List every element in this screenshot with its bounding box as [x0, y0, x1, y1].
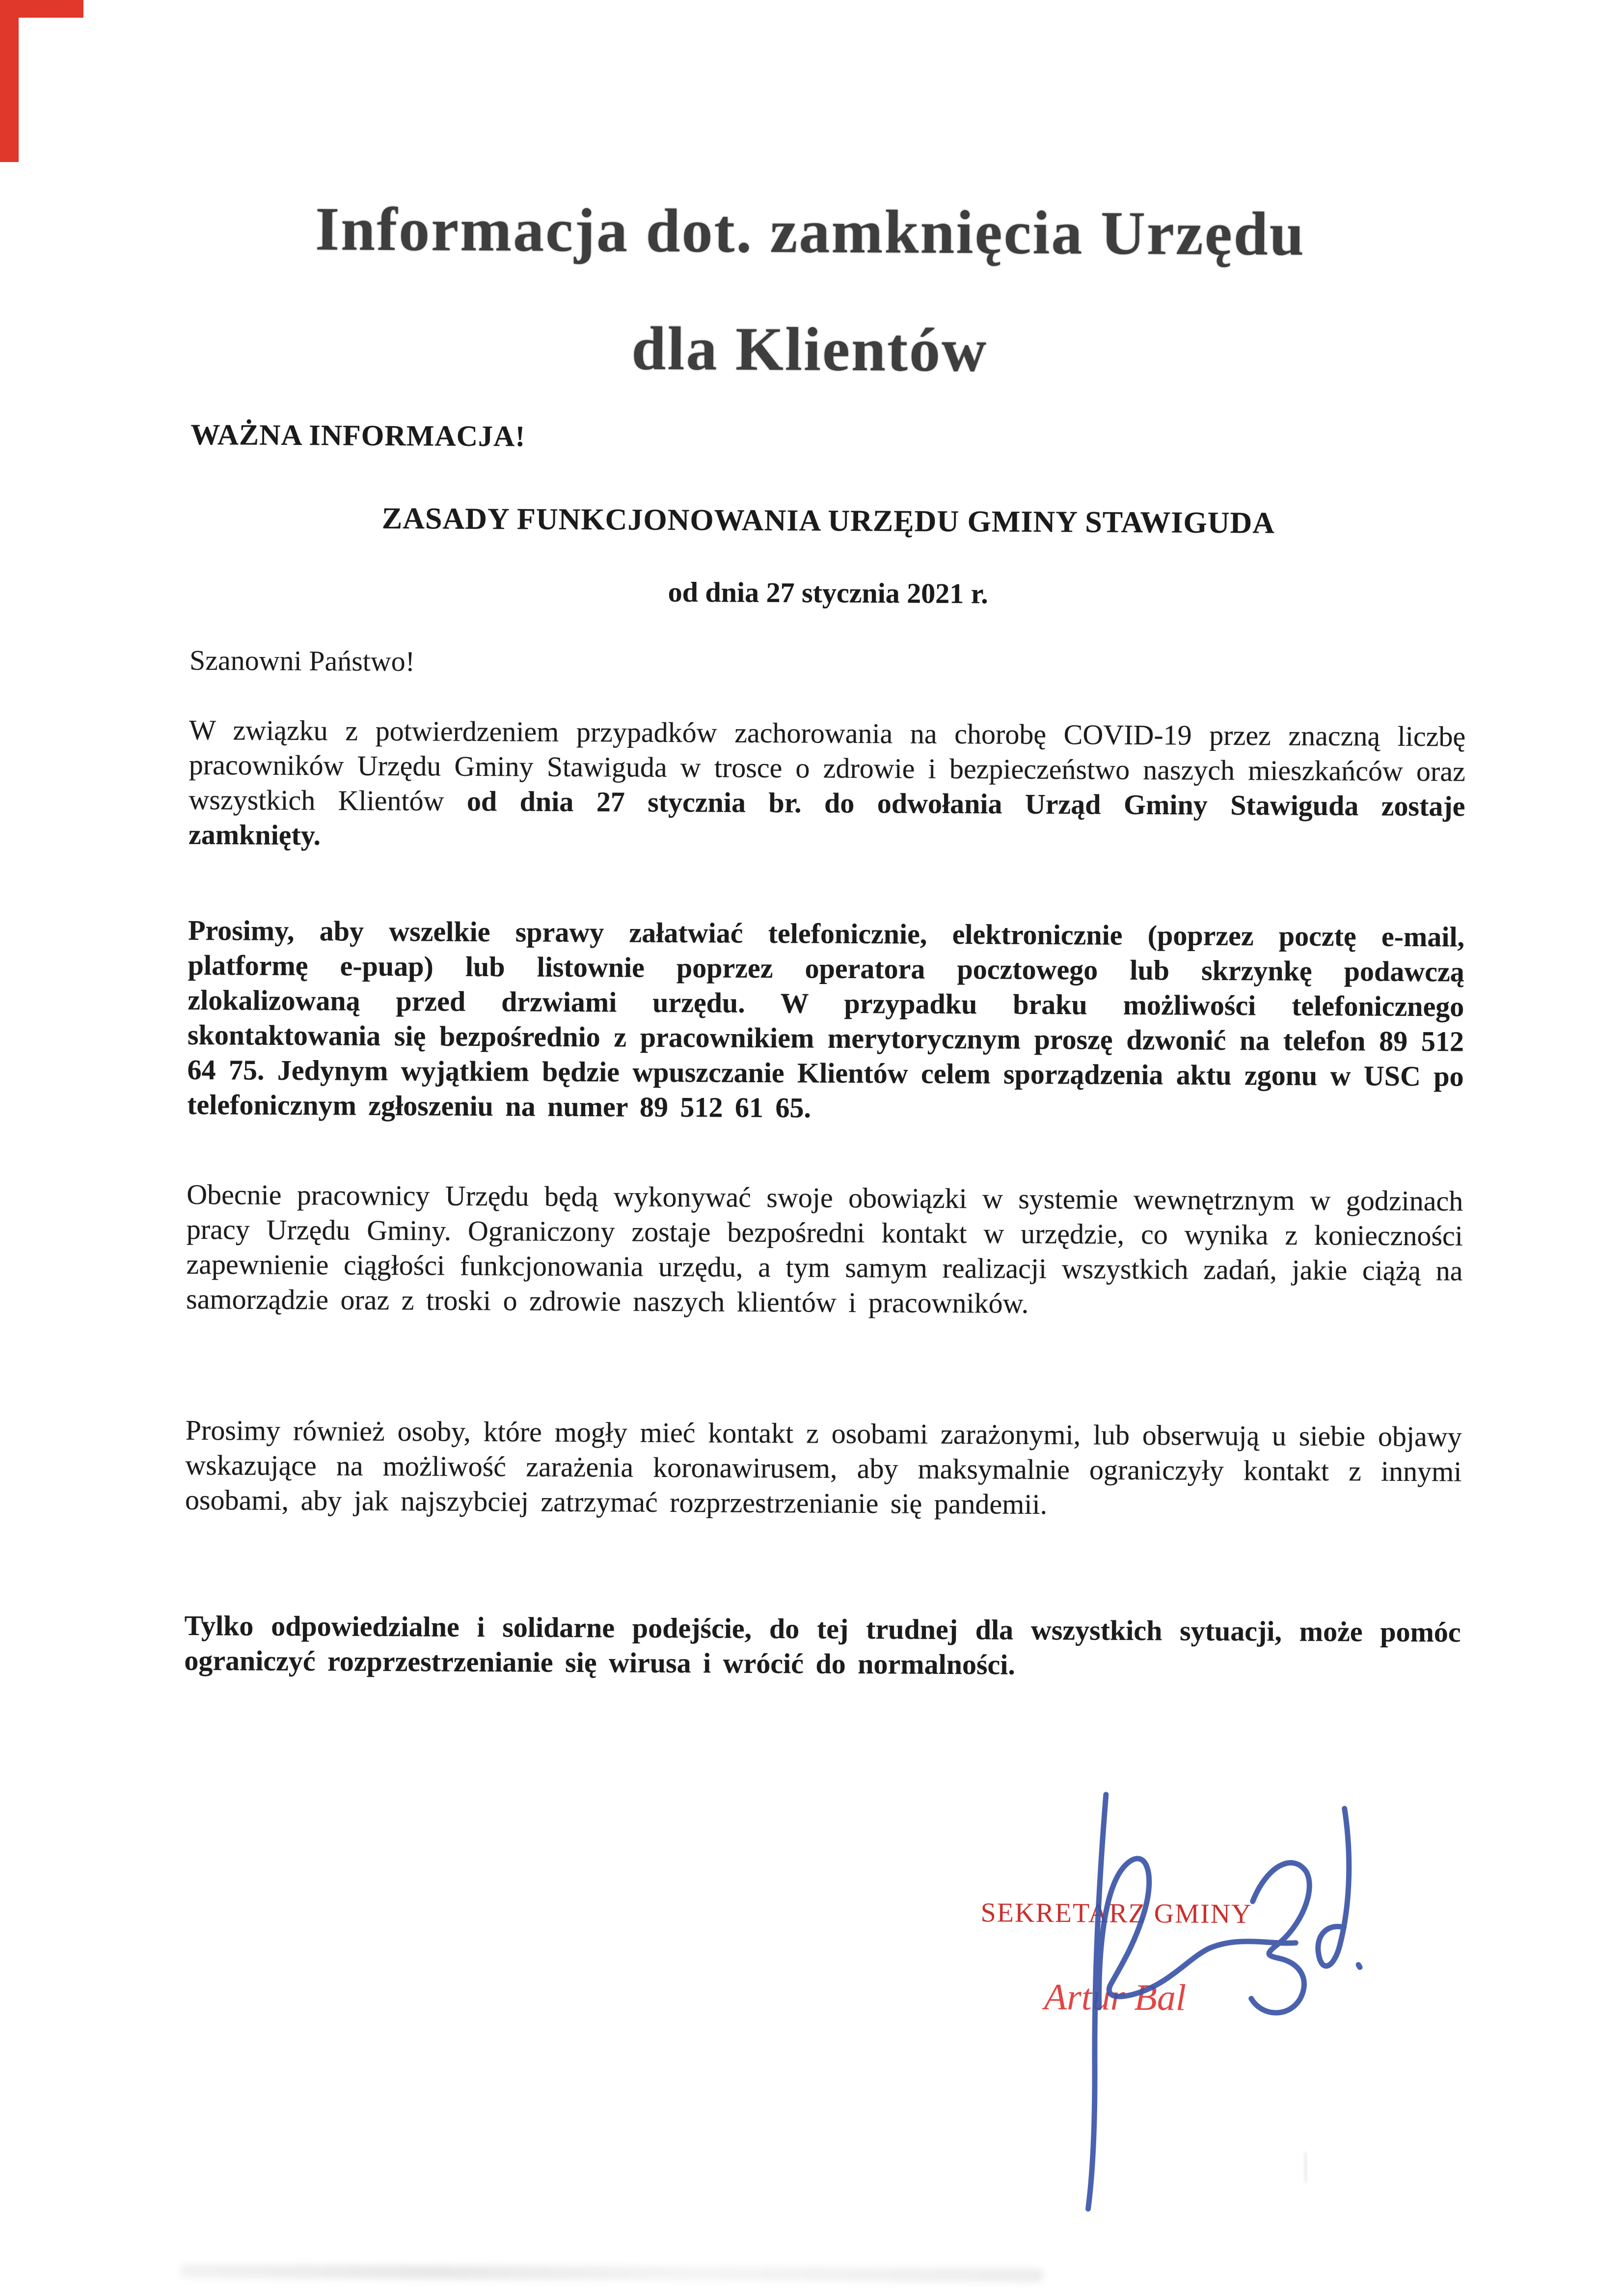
paragraph-solidarity: Tylko odpowiedzialne i solidarne podejście, do tej trudnej dla wszystkich sytuacji, może pomóc ograniczyć rozprzestrzenianie się wirusa i wrócić do normalności. [184, 1609, 1461, 1681]
paragraph-contact-instructions: Prosimy, aby wszelkie sprawy załatwiać telefonicznie, elektronicznie (poprzez pocztę e-mail, platformę e-puap) lub listownie poprzez operatora pocztowego lub skrzynkę podawczą zlokalizowaną przed drzwiami urzędu. W przypadku braku możliwości telefonicznego skontaktowania się bezpośrednio z pracownikiem merytorycznym proszę dzwonić na telefon 89 512 64 75. Jedynym wyjątkiem będzie wpuszczanie Klientów celem sporządzenia aktu zgonu w USC po telefonicznym zgłoszeniu na numer 89 512 61 65. [187, 914, 1465, 1124]
salutation: Szanowni Państwo! [189, 644, 415, 678]
rules-heading: ZASADY FUNKCJONOWANIA URZĘDU GMINY STAWIGUDA [381, 501, 1275, 540]
paragraph-closure [189, 712, 1465, 859]
stamp-signer-name: Artur Bal [1044, 1976, 1187, 2019]
page-title-line1: Informacja dot. zamknięcia Urzędu [315, 195, 1306, 269]
scan-line-artifact [1304, 2152, 1307, 2183]
stamp-secretary-title: SEKRETARZ GMINY [980, 1897, 1252, 1930]
effective-date-heading: od dnia 27 stycznia 2021 r. [668, 575, 988, 610]
paragraph-closure-bold: od dnia 27 stycznia br. do odwołania Urząd Gminy Stawiguda zostaje zamknięty. [188, 785, 1465, 851]
paragraph-quarantine-request: Prosimy również osoby, które mogły mieć kontakt z osobami zarażonymi, lub obserwują u siebie objawy wskazujące na możliwość zarażenia koronawirusem, aby maksymalnie ograniczyły kontakt z innymi osobami, aby jak najszybciej zatrzymać rozprzestrzenianie się pandemii. [185, 1414, 1462, 1521]
paragraph-internal-work: Obecnie pracownicy Urzędu będą wykonywać swoje obowiązki w systemie wewnętrznym w godzinach pracy Urzędu Gminy. Ograniczony zostaje bezpośredni kontakt w urzędzie, co wynika z konieczności zapewnienie ciągłości funkcjonowania urzędu, a tym samym realizacji wszystkich zadań, jakie ciążą na samorządzie oraz z troski o zdrowie naszych klientów i pracowników. [186, 1178, 1463, 1319]
scan-noise-artifact [180, 2264, 1044, 2282]
paragraph-closure-regular: W związku z potwierdzeniem przypadków zachorowania na chorobę COVID-19 przez znaczną liczbę pracowników Urzędu Gminy Stawiguda w trosce o zdrowie i bezpieczeństwo naszych mieszkańców oraz wszystkich Klientów [189, 713, 1466, 817]
page-title-line2: dla Klientów [631, 314, 988, 385]
important-notice-heading: WAŻNA INFORMACJA! [190, 418, 526, 453]
